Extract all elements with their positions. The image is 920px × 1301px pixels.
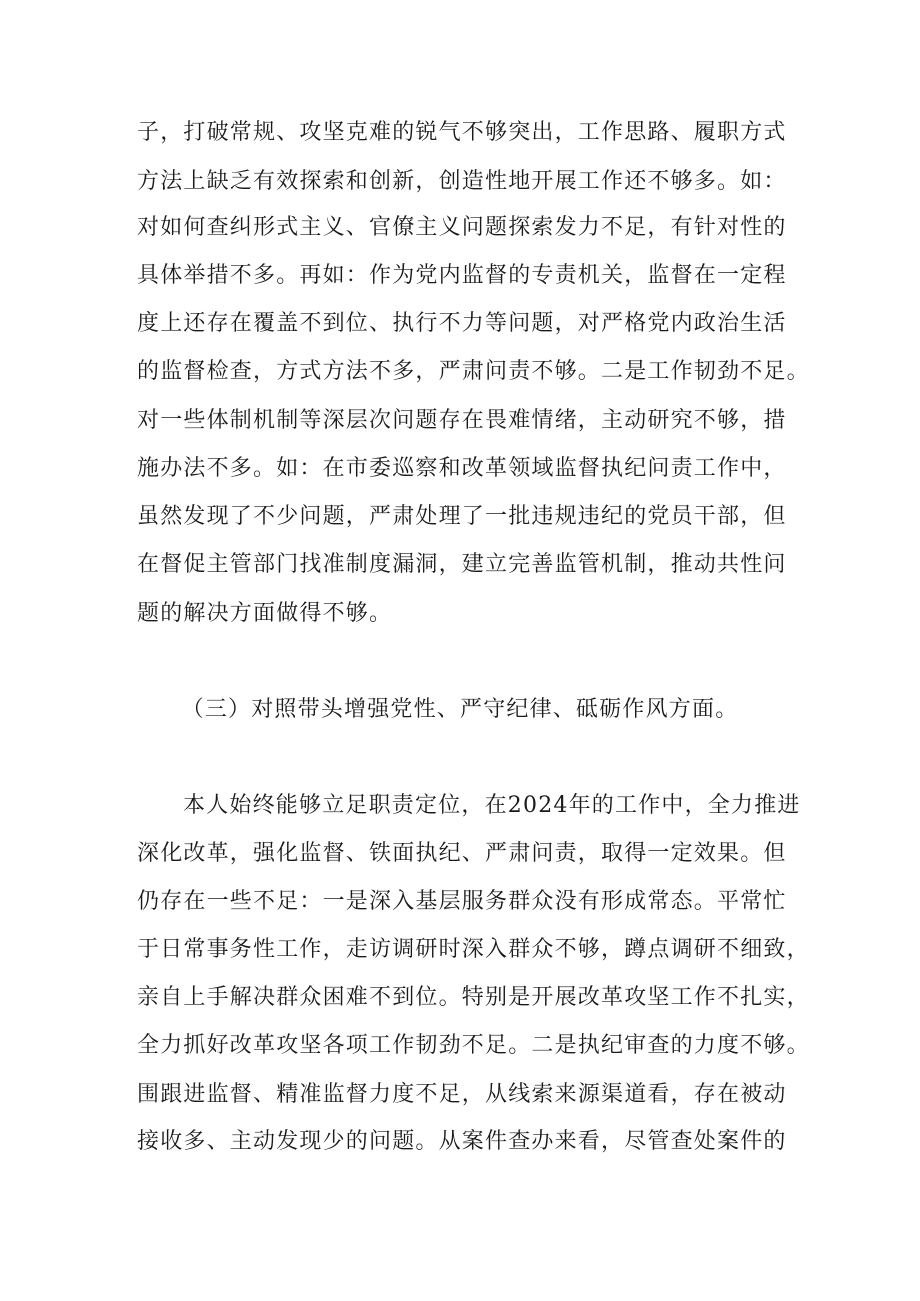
text-line: 的监督检查，方式方法不多，严肃问责不够。二是工作韧劲不足。 — [137, 359, 810, 384]
text-line: 全力抓好改革攻坚各项工作韧劲不足。二是执纪审查的力度不够。 — [137, 1033, 810, 1058]
text-line: 度上还存在覆盖不到位、执行不力等问题，对严格党内政治生活 — [137, 311, 787, 336]
text-line: 在督促主管部门找准制度漏洞，建立完善监管机制，推动共性问 — [137, 552, 787, 577]
text-line: 施办法不多。如：在市委巡察和改革领域监督执纪问责工作中， — [137, 456, 787, 481]
text-line: 子，打破常规、攻坚克难的锐气不够突出，工作思路、履职方式 — [137, 120, 787, 145]
text-line: 题的解决方面做得不够。 — [137, 601, 393, 626]
text-line: 虽然发现了不少问题，严肃处理了一批违规违纪的党员干部，但 — [137, 504, 787, 529]
text-line: 接收多、主动发现少的问题。从案件查办来看，尽管查处案件的 — [137, 1129, 787, 1154]
text-line: 具体举措不多。再如：作为党内监督的专责机关，监督在一定程 — [137, 263, 787, 288]
text-line: 仍存在一些不足：一是深入基层服务群众没有形成常态。平常忙 — [137, 889, 787, 914]
text-line: 围跟进监督、精准监督力度不足，从线索来源渠道看，存在被动 — [137, 1082, 787, 1107]
text-line: 对如何查纠形式主义、官僚主义问题探索发力不足，有针对性的 — [137, 215, 787, 240]
text-line: 深化改革，强化监督、铁面执纪、严肃问责，取得一定效果。但 — [137, 841, 787, 866]
text-line-indented: 本人始终能够立足职责定位，在2024年的工作中，全力推进 — [183, 793, 801, 818]
section-heading: （三）对照带头增强党性、严守纪律、砥砺作风方面。 — [181, 697, 739, 722]
text-line: 方法上缺乏有效探索和创新，创造性地开展工作还不够多。如： — [137, 169, 787, 194]
text-line: 亲自上手解决群众困难不到位。特别是开展改革攻坚工作不扎实， — [137, 985, 810, 1010]
text-line: 对一些体制机制等深层次问题存在畏难情绪，主动研究不够，措 — [137, 408, 787, 433]
text-line: 于日常事务性工作，走访调研时深入群众不够，蹲点调研不细致， — [137, 937, 810, 962]
